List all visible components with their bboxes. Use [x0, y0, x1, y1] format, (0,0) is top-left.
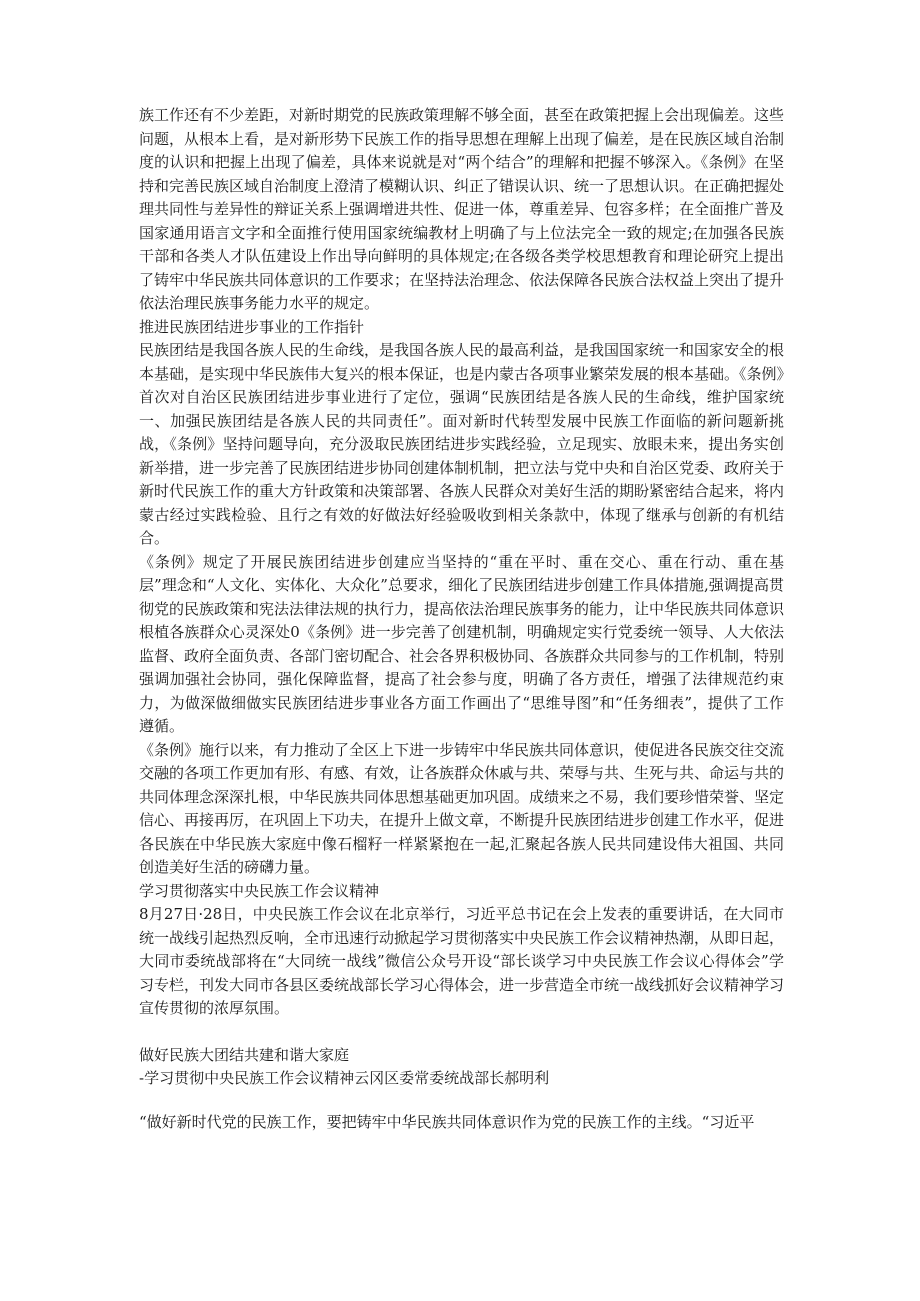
paragraph-implementation-results: 《条例》施行以来，有力推动了全区上下进一步铸牢中华民族共同体意识，使促进各民族交往交流交融的各项工作更加有形、有感、有效，让各族群众休戚与共、荣辱与共、生死与共、命运与共的共同体理念深深扎根，中华民族共同体思想基础更加巩固。成绩来之不易，我们要珍惜荣誉、坚定信心、再接再厉，在巩固上下功夫，在提升上做文章，不断提升民族团结进步创建工作水平，促进各民族在中华民族大家庭中像石榴籽一样紧紧抱在一起,汇聚起各族人民共同建设伟大祖国、共同创造美好生活的磅礴力量。 — [139, 740, 785, 876]
article-subtitle: -学习贯彻中央民族工作会议精神云冈区委常委统战部长郝明利 — [139, 1069, 550, 1087]
paragraph-datong-meeting: 8月27日·28日，中央民族工作会议在北京举行，习近平总书记在会上发表的重要讲话，在大同市统一战线引起热烈反响，全市迅速行动掀起学习贯彻落实中央民族工作会议精神热潮，从即日起，大同市委统战部将在“大同统一战线”微信公众号开设“部长谈学习中央民族工作会议心得体会”学习专栏，刊发大同市各县区委统战部长学习心得体会，进一步营造全市统一战线抓好会议精神学习宣传贯彻的浓厚氛围。 — [139, 905, 785, 1017]
section-heading-guideline: 推进民族团结进步事业的工作指针 — [139, 317, 365, 336]
section-heading-study-spirit: 学习贯彻落实中央民族工作会议精神 — [139, 881, 380, 900]
paragraph-creation-mechanism: 《条例》规定了开展民族团结进步创建应当坚持的“重在平时、重在交心、重在行动、重在基层”理念和“人文化、实体化、大众化”总要求，细化了民族团结进步创建工作具体措施,强调提高贯彻党的民族政策和宪法法律法规的执行力，提高依法治理民族事务的能力，让中华民族共同体意识根植各族群众心灵深处0《条例》进一步完善了创建机制，明确规定实行党委统一领导、人大依法监督、政府全面负责、各部门密切配合、社会各界积极协同、各族群众共同参与的工作机制，特别强调加强社会协同，强化保障监督，提高了社会参与度，明确了各方责任，增强了法律规范约束力，为做深做细做实民族团结进步事业各方面工作画出了“思维导图”和“任务细表”，提供了工作遵循。 — [139, 552, 785, 735]
document-page — [139, 104, 784, 1134]
article-title: 做好民族大团结共建和谐大家庭 — [139, 1045, 350, 1064]
paragraph-ethnic-unity-foundation: 民族团结是我国各族人民的生命线，是我国各族人民的最高利益，是我国国家统一和国家安全的根本基础，是实现中华民族伟大复兴的根本保证，也是内蒙古各项事业繁荣发展的根本基础。《条例》首次对自治区民族团结进步事业进行了定位，强调“民族团结是各族人民的生命线，维护国家统一、加强民族团结是各族人民的共同责任”。面对新时代转型发展中民族工作面临的新问题新挑战，《条例》坚持问题导向，充分汲取民族团结进步实践经验，立足现实、放眼未来，提出务实创新举措，进一步完善了民族团结进步协同创建体制机制，把立法与党中央和自治区党委、政府关于新时代民族工作的重大方针政策和决策部署、各族人民群众对美好生活的期盼紧密结合起来，将内蒙古经过实践检验、且行之有效的好做法好经验吸收到相关条款中，体现了继承与创新的有机结合。 — [139, 341, 785, 547]
spacer — [139, 1091, 784, 1111]
paragraph-article-opening: “做好新时代党的民族工作，要把铸牢中华民族共同体意识作为党的民族工作的主线。“习近平 — [139, 1112, 755, 1131]
spacer — [139, 1021, 784, 1044]
paragraph-constitution-review: 族工作还有不少差距，对新时期党的民族政策理解不够全面，甚至在政策把握上会出现偏差。这些问题，从根本上看，是对新形势下民族工作的指导思想在理解上出现了偏差，是在民族区域自治制度的认识和把握上出现了偏差，具体来说就是对“两个结合”的理解和把握不够深入。《条例》在坚持和完善民族区域自治制度上澄清了模糊认识、纠正了错误认识、统一了思想认识。在正确把握处理共同性与差异性的辩证关系上强调增进共性、促进一体，尊重差异、包容多样；在全面推广普及国家通用语言文字和全面推行使用国家统编教材上明确了与上位法完全一致的规定;在加强各民族干部和各类人才队伍建设上作出导向鲜明的具体规定;在各级各类学校思想教育和理论研究上提出了铸牢中华民族共同体意识的工作要求；在坚持法治理念、依法保障各民族合法权益上突出了提升依法治理民族事务能力水平的规定。 — [139, 106, 785, 312]
